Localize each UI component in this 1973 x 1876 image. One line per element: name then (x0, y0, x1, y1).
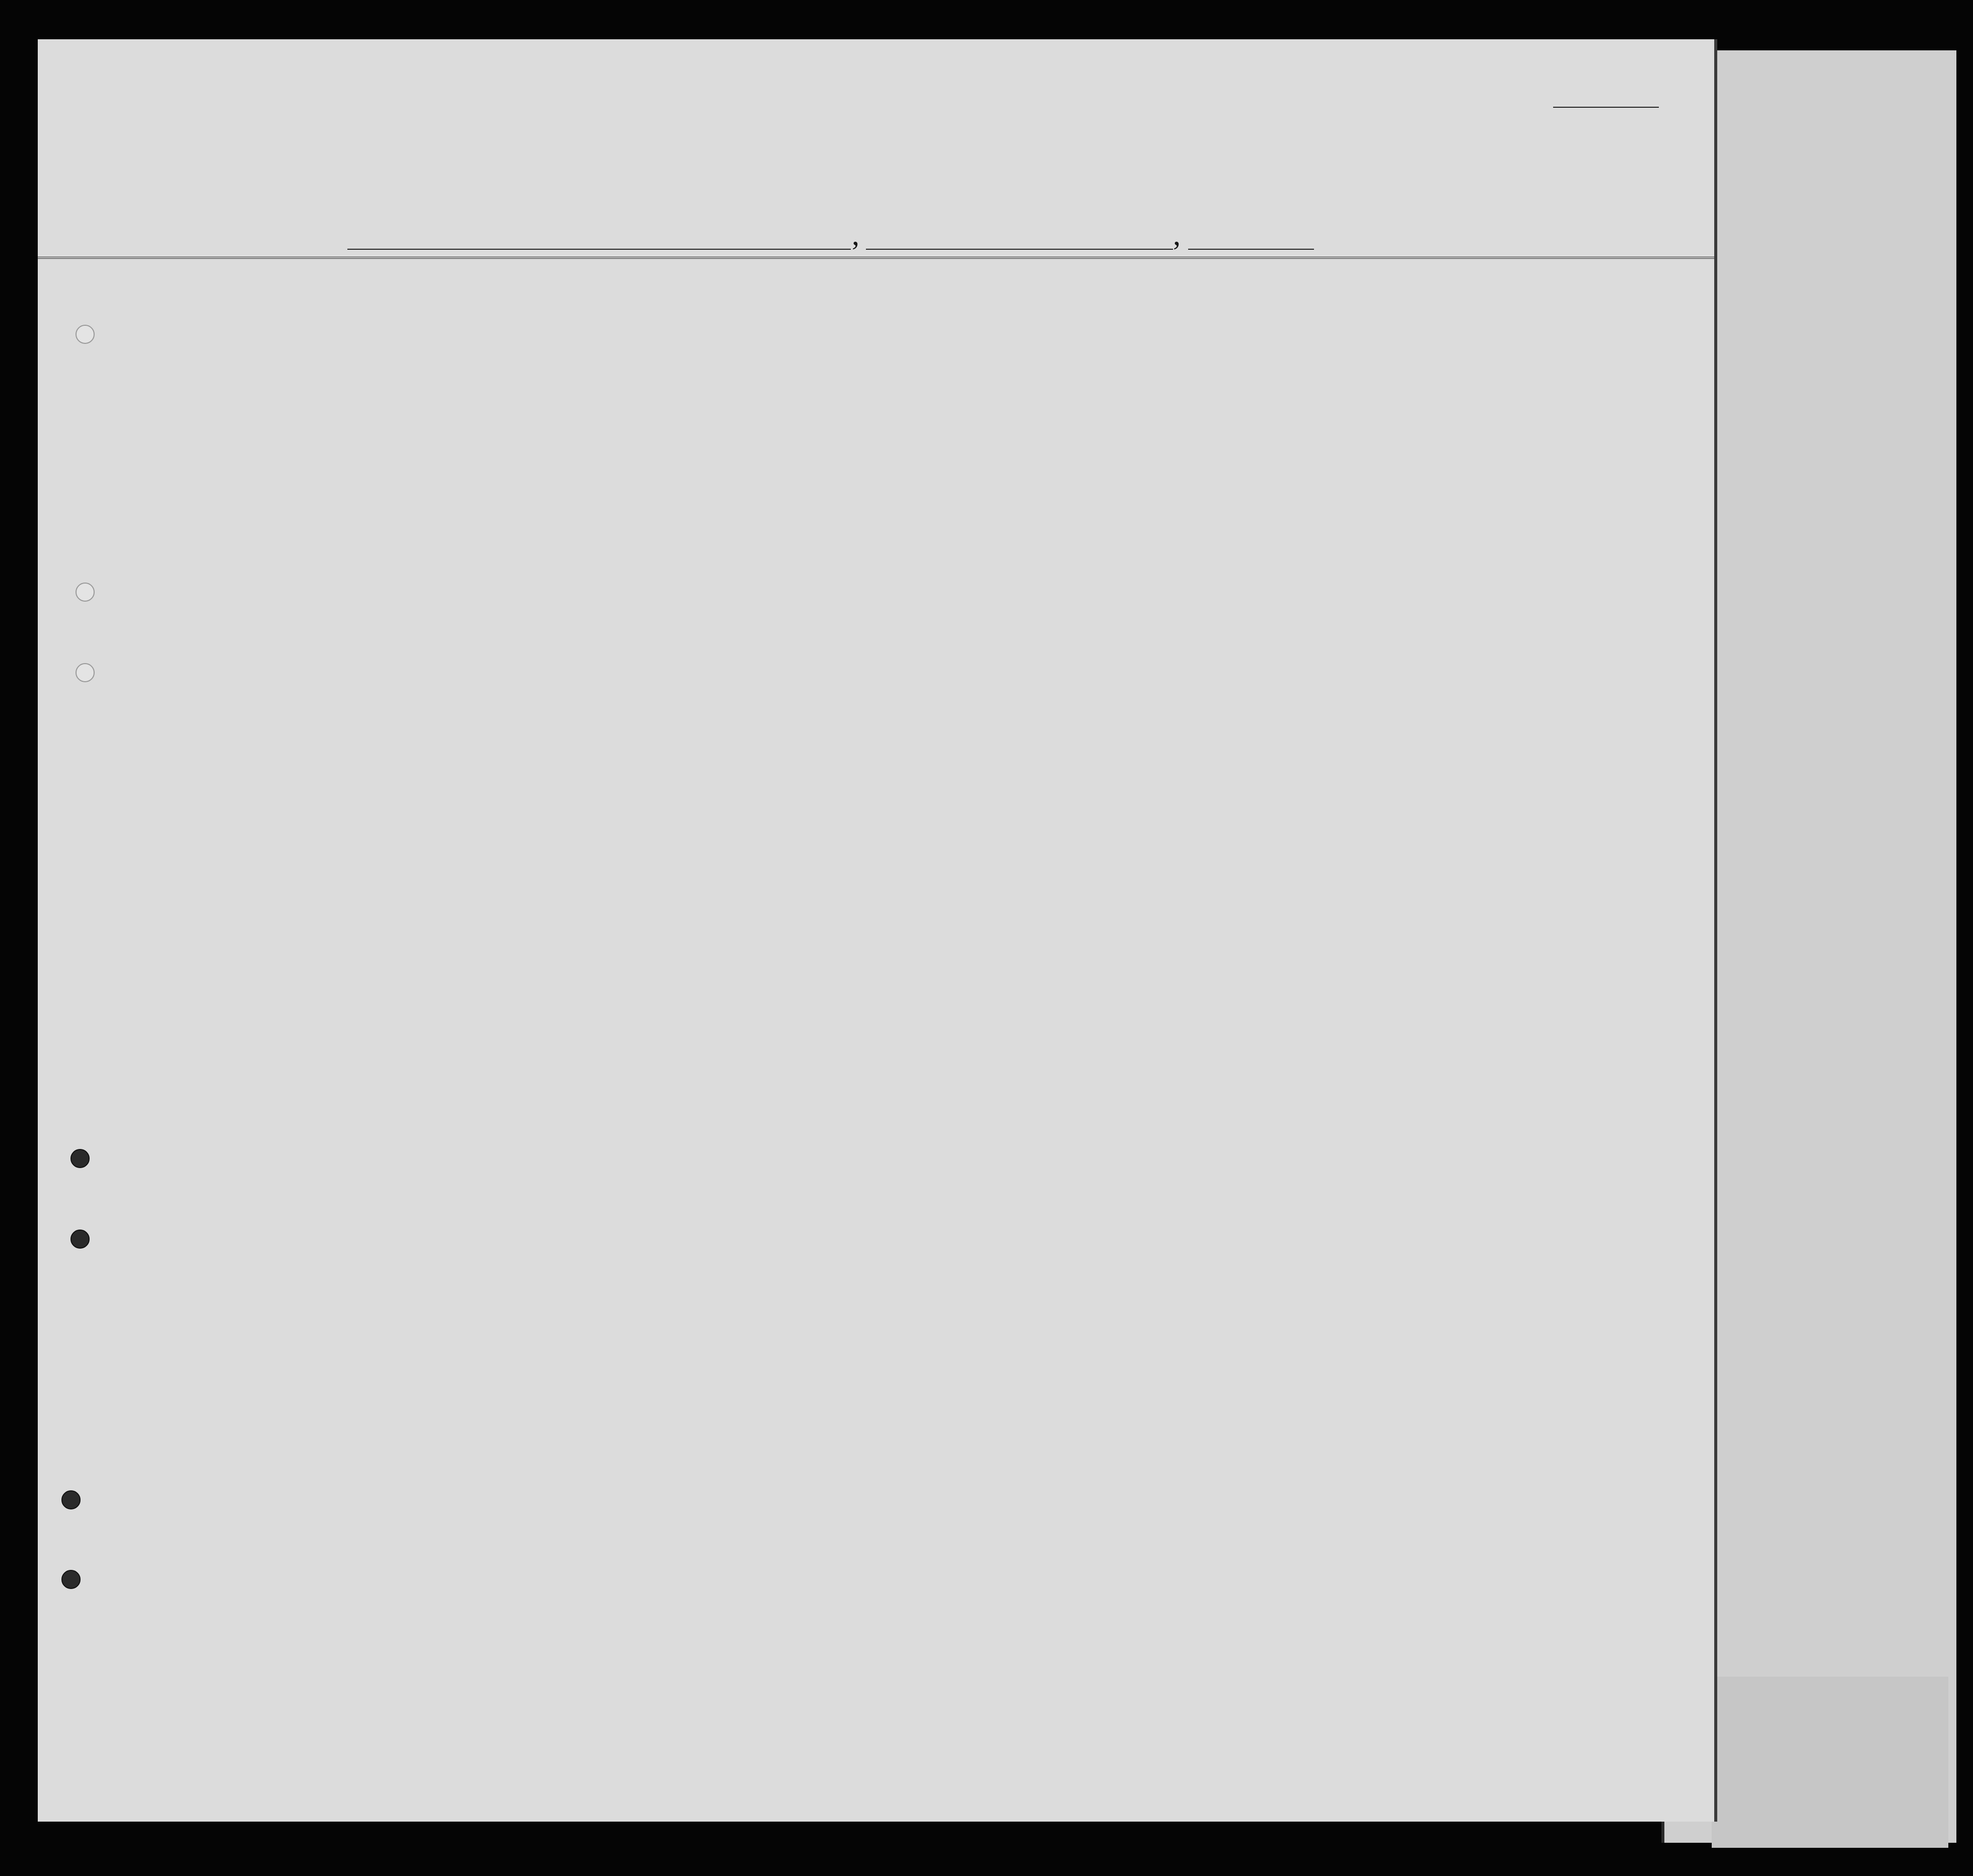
sheet-stub (1712, 1677, 1948, 1848)
header-money (278, 307, 308, 433)
header-length-stay (775, 322, 795, 433)
punch-hole (76, 583, 95, 602)
header-return-intent (726, 322, 756, 433)
header-anarchist (929, 310, 944, 433)
header-ticket (150, 307, 165, 433)
port-underline (347, 249, 851, 250)
header-deported (1047, 310, 1077, 433)
list-underline (1553, 107, 1659, 108)
manifest-sheet (38, 39, 1717, 1822)
header-inches (1231, 398, 1247, 433)
punch-hole (61, 1570, 81, 1589)
punch-hole (70, 1149, 90, 1168)
header-citizen (836, 322, 856, 433)
header-rule (38, 257, 1714, 259)
header-overthrow (954, 310, 999, 433)
header-offer (1002, 310, 1037, 433)
header-prison (869, 310, 894, 433)
punch-hole (76, 325, 95, 344)
punch-hole (61, 1490, 81, 1509)
punch-hole (70, 1230, 90, 1249)
punch-hole (76, 663, 95, 682)
date-underline (866, 249, 1173, 250)
comma-separator: , (852, 218, 859, 251)
year-underline (1188, 249, 1314, 250)
header-polygamist (904, 310, 919, 433)
comma-separator: , (1173, 218, 1181, 251)
